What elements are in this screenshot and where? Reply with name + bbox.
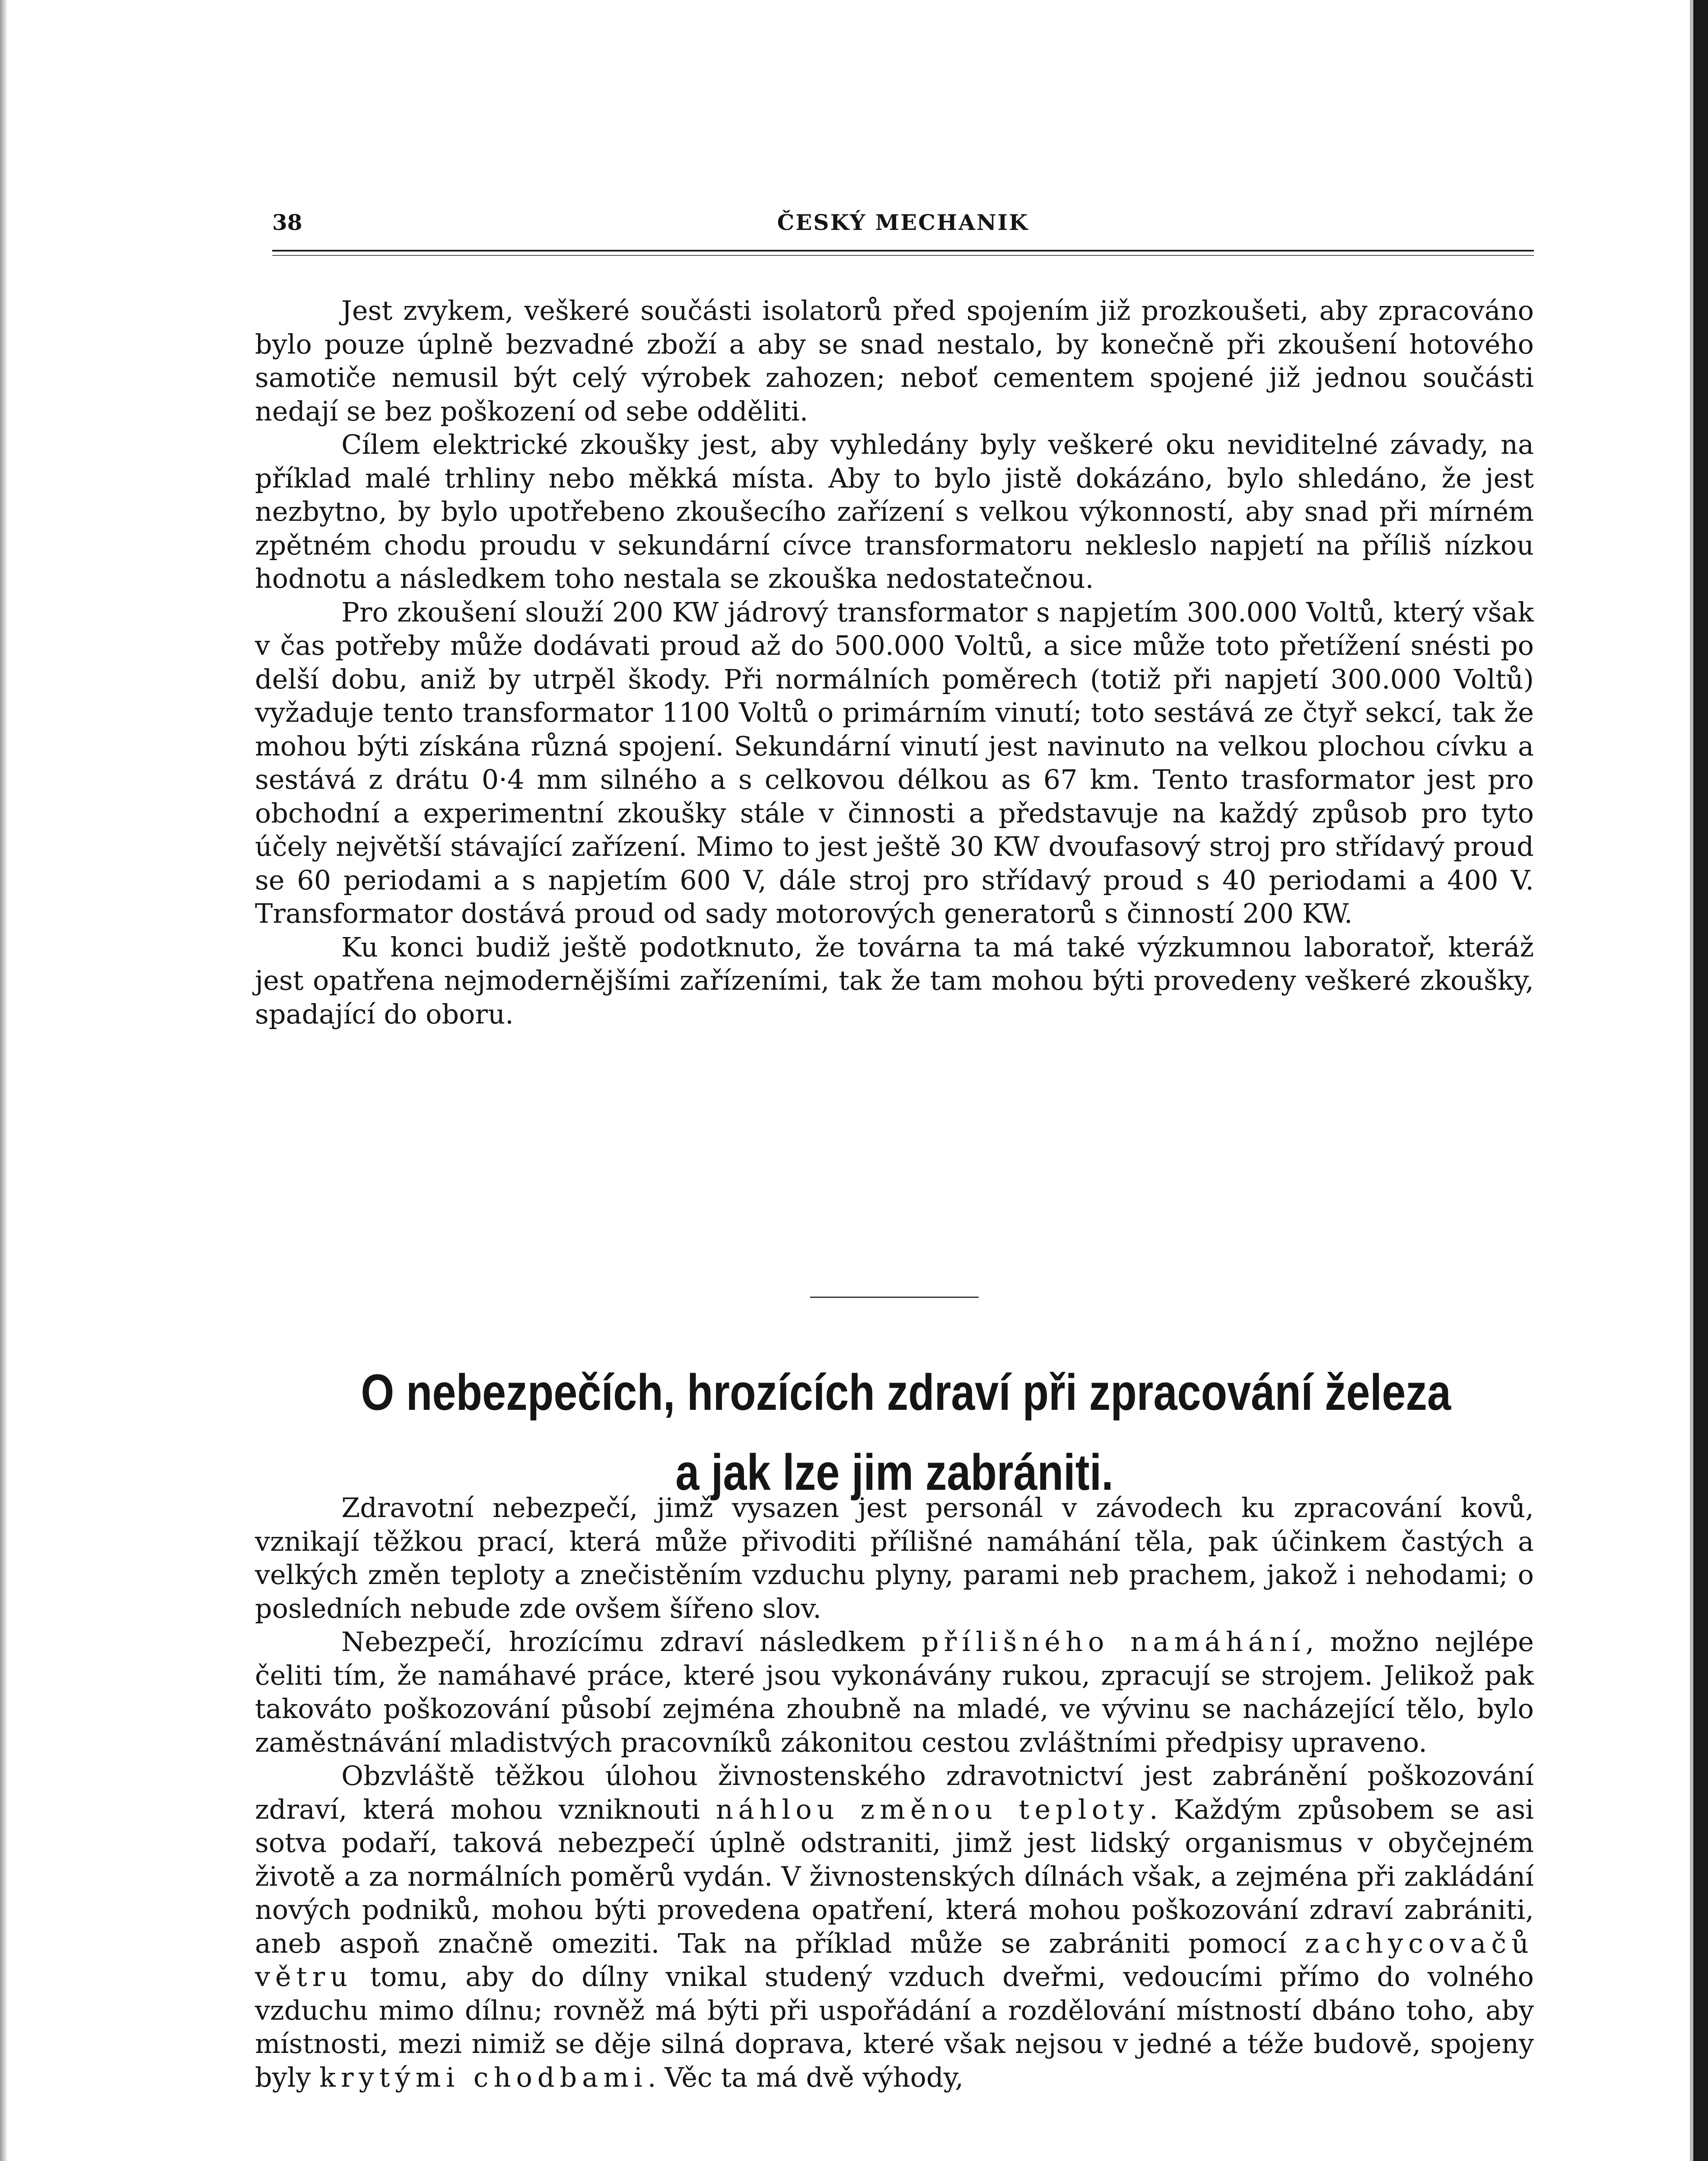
emphasis-spaced: přílišného namáhání xyxy=(921,1626,1306,1657)
title-line-1: O nebezpečích, hrozících zdraví při zpracování železa xyxy=(361,1364,1451,1421)
paragraph xyxy=(255,1625,1534,1759)
title-line-2: a jak lze jim zabrániti. xyxy=(675,1444,1113,1501)
header-rule xyxy=(272,250,1534,252)
emphasis-spaced: krytými chodbami xyxy=(319,2061,648,2093)
paragraph xyxy=(255,1759,1534,2094)
section-divider xyxy=(810,1297,979,1298)
scan-left-edge xyxy=(0,0,8,2161)
paragraph: Pro zkoušení slouží 200 KW jádrový transformator s napjetím 300.000 Voltů, který však v čas potřeby může dodávati proud až do 500.000 Voltů, a sice může toto přetížení snésti po delší dobu, aniž by utrpěl škody. Při normálních poměrech (totiž při napjetí 300.000 Voltů) vyžaduje tento transformator 1100 Voltů o primárním vinutí; toto sestává ze čtyř sekcí, tak že mohou býti získána různá spojení. Sekundární vinutí jest navinuto na velkou plochou cívku a sestává z drátu 0·4 mm silného a s celkovou délkou as 67 km. Tento trasformator jest pro obchodní a experimentní zkoušky stále v činnosti a představuje na každý způsob pro tyto účely největší stávající zařízení. Mimo to jest ještě 30 KW dvoufasový stroj pro střídavý proud se 60 periodami a s napjetím 600 V, dále stroj pro střídavý proud s 40 periodami a 400 V. Transformator dostává proud od sady motorových generatorů s činností 200 KW. xyxy=(255,596,1534,929)
header-rule-thin xyxy=(272,255,1534,256)
text-run: Obzvláště těžkou úlohou živnostenského zdravotnictví jest zabránění poškozování zdraví, která mohou vzniknouti xyxy=(255,1760,1534,1825)
text-run: , možno nejlépe čeliti tím, že namáhavé práce, které jsou vykonávány rukou, zpracují se strojem. Jelikož pak takováto poškozování působí zejména zhoubně na mladé, ve vývinu se nacházející tělo, bylo zaměstnávání mladistvých pracovníků zákonitou cestou zvláštními předpisy upraveno. xyxy=(255,1626,1534,1758)
paragraph: Ku konci budiž ještě podotknuto, že továrna ta má také výzkumnou laboratoř, kteráž jest opatřena nejmodernějšími zařízeními, tak že tam mohou býti provedeny veškeré zkoušky, spadající do oboru. xyxy=(255,931,1534,1030)
paragraph: Cílem elektrické zkoušky jest, aby vyhledány byly veškeré oku neviditelné závady, na příklad malé trhliny nebo měkká místa. Aby to bylo jistě dokázáno, bylo shledáno, že jest nezbytno, by bylo upotřebeno zkoušecího zařízení s velkou výkonností, aby snad při mírném zpětném chodu proudu v sekundární cívce transformatoru nekleslo napjetí na příliš nízkou hodnotu a následkem toho nestala se zkouška nedostatečnou. xyxy=(255,429,1534,594)
text-run: . Každým způsobem se asi sotva podaří, taková nebezpečí úplně odstraniti, jimž jest lidský organismus v obyčejném životě a za normálních poměrů vydán. V živnostenských dílnách však, a zejména při zakládání nových podniků, mohou býti provedena opatření, která mohou poškozování zdraví zabrániti, aneb aspoň značně omeziti. Tak na příklad může se zabrániti pomocí xyxy=(255,1793,1534,1959)
scan-right-edge-shadow xyxy=(1690,0,1693,2161)
paragraph: Zdravotní nebezpečí, jimž vysazen jest personál v závodech ku zpracování kovů, vznikají těžkou prací, která může přivoditi přílišné namáhání těla, pak účinkem častých a velkých změn teploty a znečistěním vzduchu plyny, parami neb prachem, jakož i nehodami; o posledních nebude zde ovšem šířeno slov. xyxy=(255,1492,1534,1624)
emphasis-spaced: náhlou změnou teploty xyxy=(716,1793,1149,1825)
article-one-body xyxy=(255,294,1534,1031)
running-head xyxy=(272,210,1534,240)
scan-right-edge xyxy=(1693,0,1708,2161)
article-two-body xyxy=(255,1491,1534,2094)
article-two-title xyxy=(361,1353,1451,1513)
page-number: 38 xyxy=(272,210,302,235)
journal-title: ČESKÝ MECHANIK xyxy=(777,210,1029,235)
text-run: Nebezpečí, hrozícímu zdraví následkem xyxy=(341,1626,922,1657)
text-run: . Věc ta má dvě výhody, xyxy=(647,2061,964,2093)
paragraph: Jest zvykem, veškeré součásti isolatorů před spojením již prozkoušeti, aby zpracováno bylo pouze úplně bezvadné zboží a aby se snad nestalo, by konečně při zkoušení hotového samotiče nemusil být celý výrobek zahozen; neboť cementem spojené již jednou součásti nedají se bez poškození od sebe odděliti. xyxy=(255,295,1534,427)
emphasis-spaced: zachycovačů větru xyxy=(255,1927,1534,1992)
text-run: tomu, aby do dílny vnikal studený vzduch dveřmi, vedoucími přímo do volného vzduchu mimo dílnu; rovněž má býti při uspořádání a rozdělování místností dbáno toho, aby místnosti, mezi nimiž se děje silná doprava, které však nejsou v jedné a téže budově, spojeny byly xyxy=(255,1961,1534,2093)
